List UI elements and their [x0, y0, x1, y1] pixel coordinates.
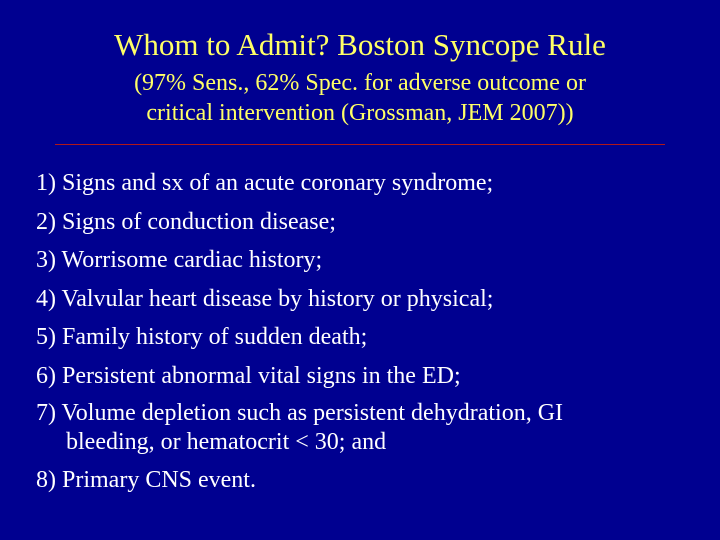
criterion-3: 3) Worrisome cardiac history; — [36, 247, 323, 273]
slide-subtitle — [0, 68, 720, 128]
slide-title: Whom to Admit? Boston Syncope Rule — [114, 27, 606, 62]
criterion-8: 8) Primary CNS event. — [36, 467, 256, 493]
criterion-7-line-2: bleeding, or hematocrit < 30; and — [66, 429, 387, 455]
criterion-5: 5) Family history of sudden death; — [36, 324, 368, 350]
criterion-6: 6) Persistent abnormal vital signs in the ED; — [36, 362, 461, 389]
title-divider — [55, 144, 665, 145]
criterion-1: 1) Signs and sx of an acute coronary syndrome; — [36, 170, 494, 196]
criterion-2: 2) Signs of conduction disease; — [36, 208, 336, 235]
subtitle-line-1: (97% Sens., 62% Spec. for adverse outcome or — [134, 70, 586, 96]
criterion-4: 4) Valvular heart disease by history or physical; — [36, 285, 494, 312]
criterion-7-line-1: 7) Volume depletion such as persistent dehydration, GI — [36, 400, 564, 426]
criterion-7 — [36, 395, 706, 461]
criteria-list — [36, 164, 706, 500]
subtitle-line-2: critical intervention (Grossman, JEM 2007)) — [146, 100, 574, 126]
